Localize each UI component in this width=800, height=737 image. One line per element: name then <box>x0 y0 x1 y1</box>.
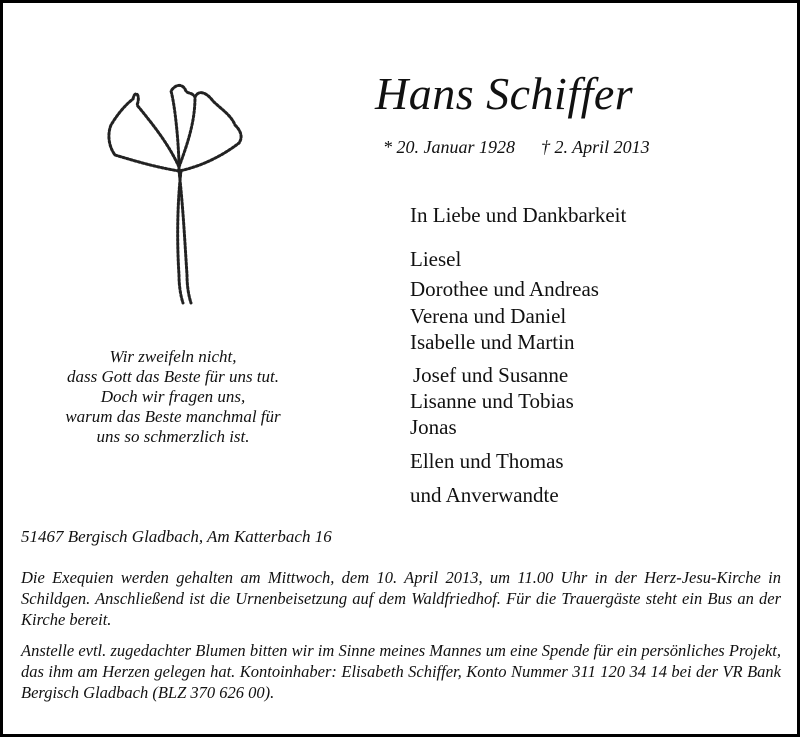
poem-line: Doch wir fragen uns, <box>100 387 246 406</box>
ginkgo-leaf-icon <box>95 75 255 307</box>
family-member: Jonas <box>410 415 457 439</box>
poem-line: dass Gott das Beste für uns tut. <box>66 367 280 386</box>
family-closing: und Anverwandte <box>410 483 559 507</box>
family-member: Josef und Susanne <box>413 363 569 387</box>
birth-date: * 20. Januar 1928 <box>383 137 515 157</box>
family-member: Isabelle und Martin <box>410 330 575 354</box>
mourning-address: 51467 Bergisch Gladbach, Am Katterbach 16 <box>21 527 332 546</box>
death-date: † 2. April 2013 <box>541 137 650 157</box>
poem-line: uns so schmerzlich ist. <box>96 427 250 446</box>
family-intro: In Liebe und Dankbarkeit <box>410 203 627 227</box>
poem-line: warum das Beste manchmal für <box>65 407 281 426</box>
family-member: Lisanne und Tobias <box>410 389 574 413</box>
family-member: Verena und Daniel <box>410 304 567 328</box>
service-details: Die Exequien werden gehalten am Mittwoch, dem 10. April 2013, um 11.00 Uhr in der Herz-Jesu-Kirche in Schildgen. Anschließend ist die Urnenbeisetzung auf dem Waldfriedhof. Für die Trauergäste steht ein Bus an der Kirche bereit. <box>21 568 781 629</box>
family-member: Ellen und Thomas <box>410 449 564 473</box>
family-member: Dorothee und Andreas <box>410 277 599 301</box>
donation-request: Anstelle evtl. zugedachter Blumen bitten wir im Sinne meines Mannes um eine Spende für ein persönliches Projekt, das ihm am Herzen gelegen hat. Kontoinhaber: Elisabeth Schiffer, Konto Nummer 311 120 34 14 bei der VR Bank Bergisch Gladbach (BLZ 370 626 00). <box>21 641 781 702</box>
poem-line: Wir zweifeln nicht, <box>109 347 237 366</box>
family-member: Liesel <box>410 247 462 271</box>
deceased-name: Hans Schiffer <box>375 68 634 119</box>
life-dates <box>383 137 650 158</box>
poem <box>23 347 323 447</box>
